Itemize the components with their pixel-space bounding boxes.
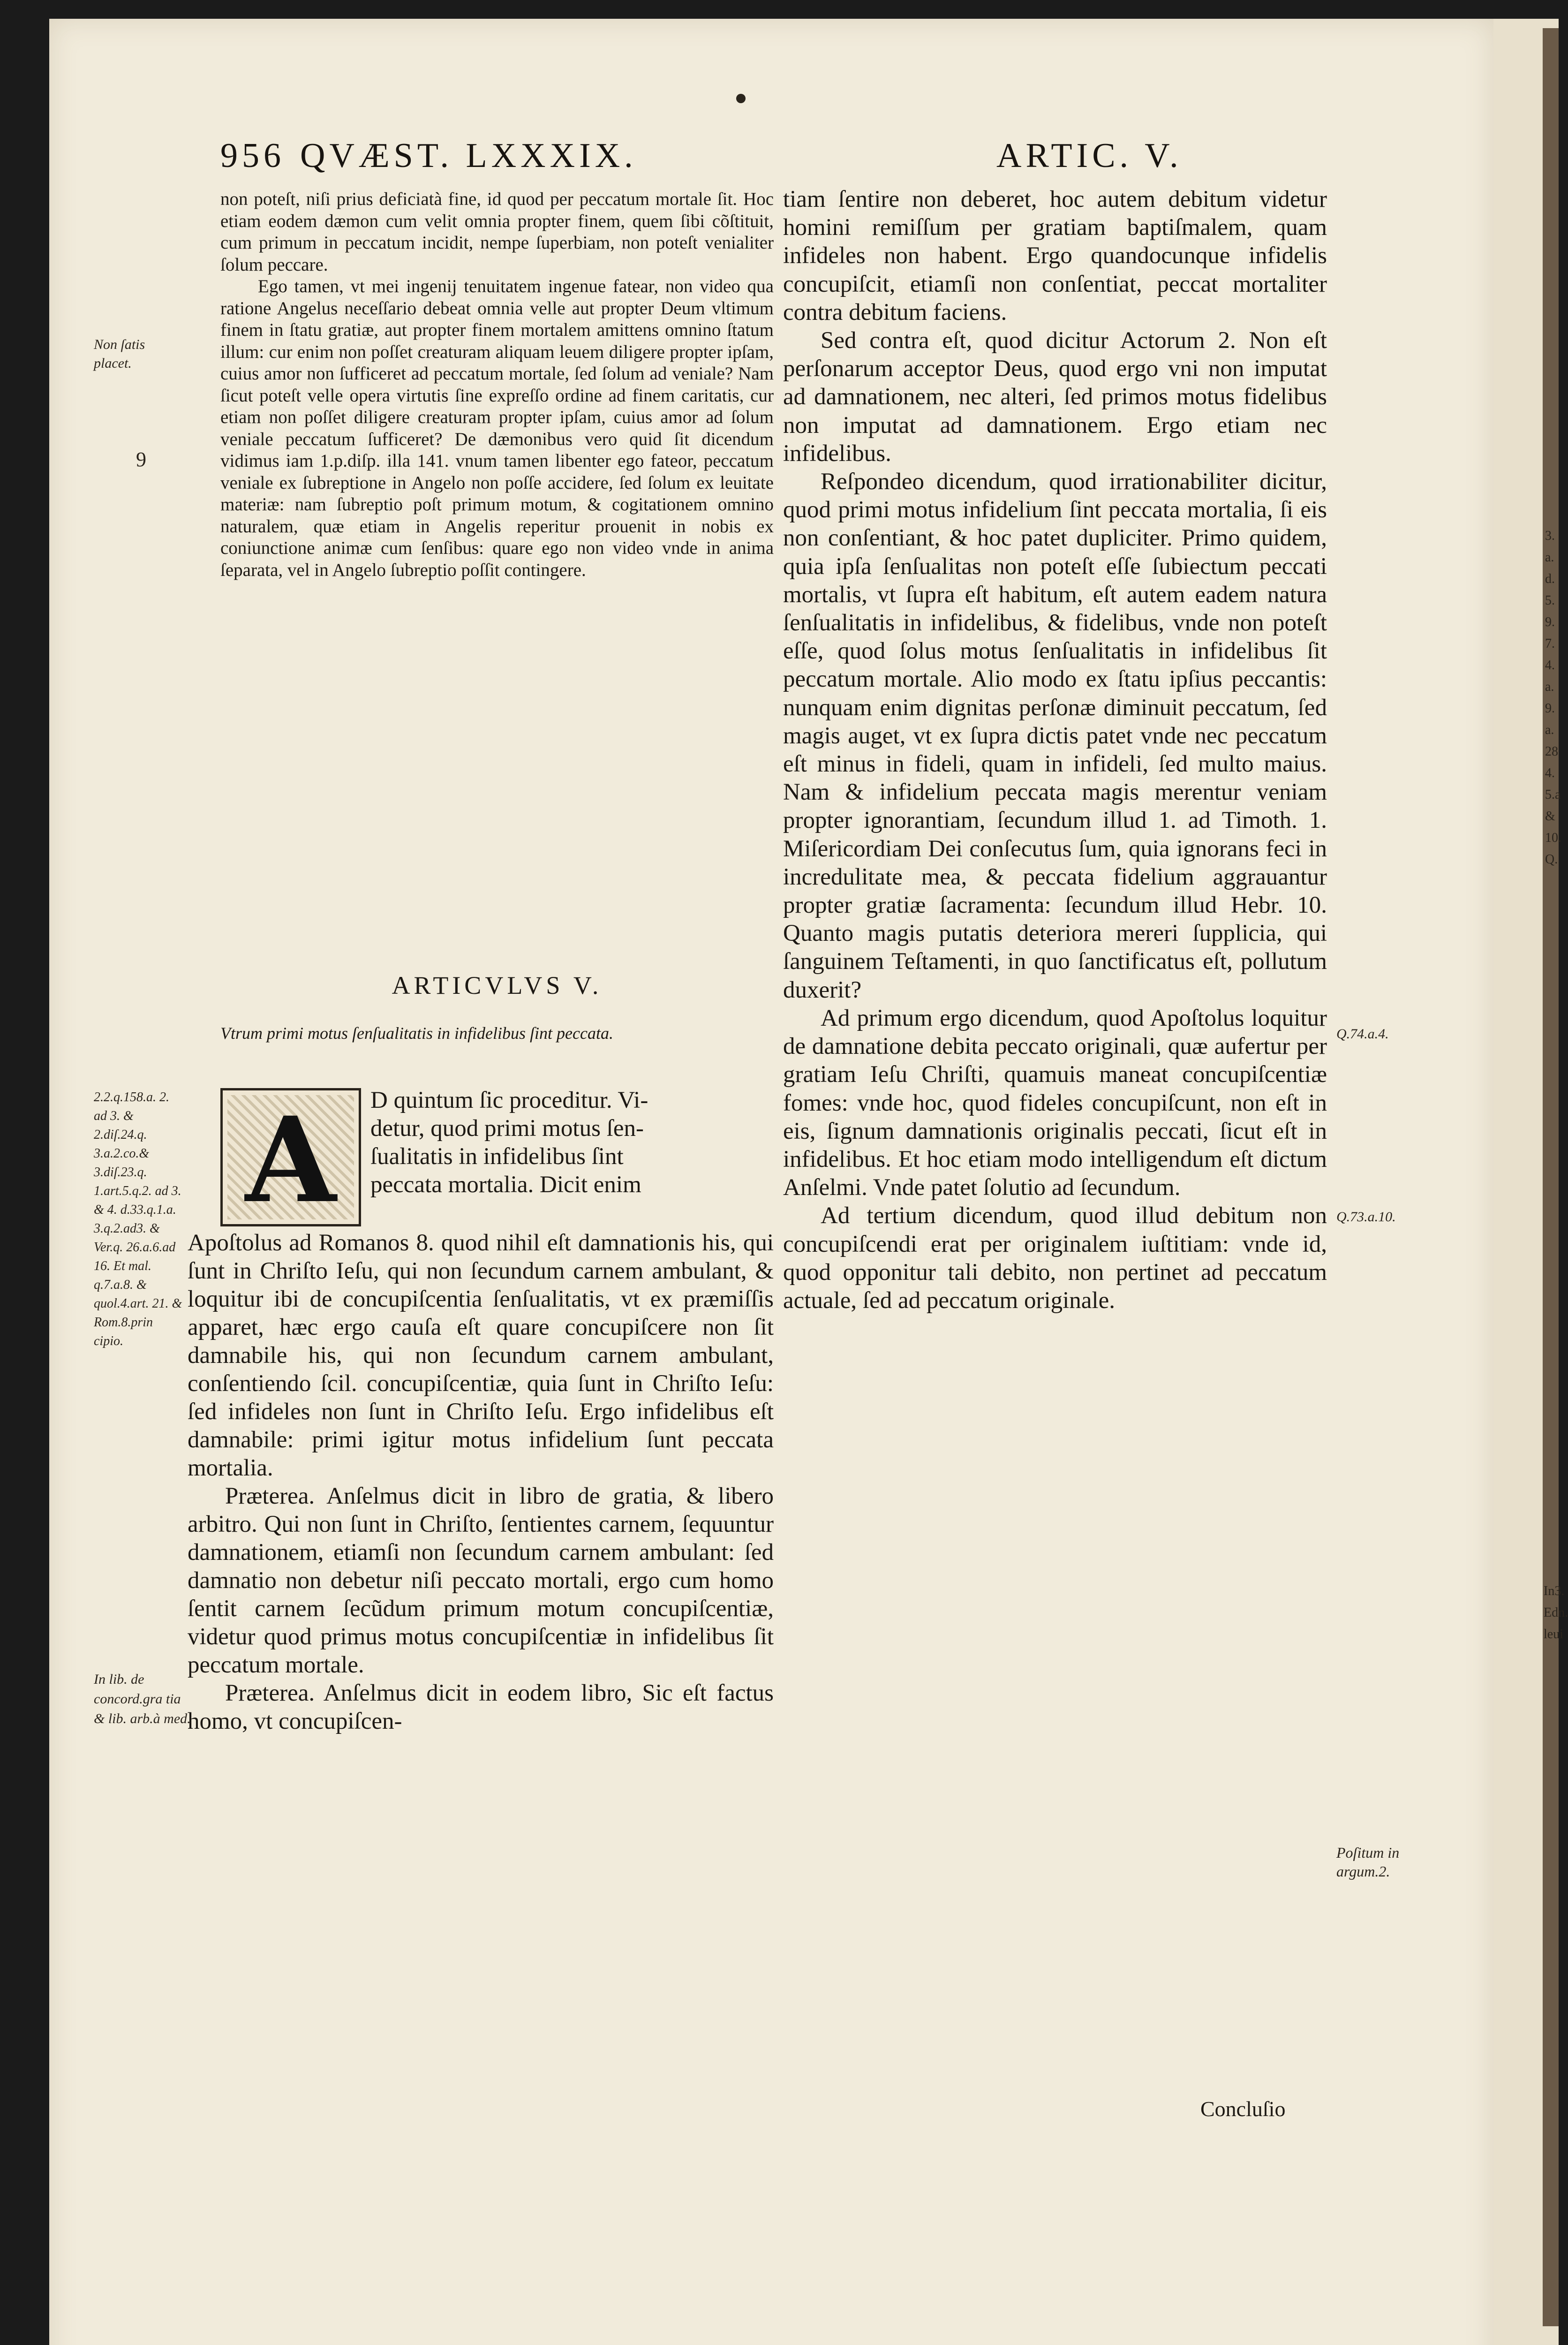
opening-lines: [370, 1086, 774, 1199]
book-binding-edge: [1543, 28, 1568, 2326]
paragraph: tiam ſentire non deberet, hoc autem debitum videtur homini remiſſum per gratiam baptiſmalem, quam infideles non habent. Ergo quandocunque infidelis concupiſcit, etiamſi non conſentiat, peccat mortaliter contra debitum faciens.: [783, 186, 1327, 325]
margin-note: Non ſatis placet.: [94, 337, 145, 371]
article-question: Vtrum primi motus ſenſualitatis in infidelibus ſint peccata.: [220, 1024, 613, 1043]
facing-page-margin: In3. Edn. leui: [1544, 1584, 1568, 1642]
margin-reference: Q.73.a.10.: [1336, 1209, 1396, 1225]
paragraph: Ad tertium dicendum, quod illud debitum non concupiſcendi erat per originalem iuſtitiam: vnde id, quod opponitur tali debito, non pertinet ad peccatum actuale, ſed ad peccatum originale.: [783, 1203, 1327, 1314]
margin-references: 2.2.q.158.a. 2. ad 3. & 2.diſ.24.q. 3.a.2.co.& 3.diſ.23.q. 1.art.5.q.2. ad 3. & 4. d.33.q.1.a. 3.q.2.ad3. & Ver.q. 26.a.6.ad 16. Et mal. q.7.a.8. & quol.4.art. 21. & Rom.8.prin cipio.: [94, 1090, 182, 1348]
facing-page-margin: 3. a. d. 5. 9. 7. 4. a. 9. a. 28 4. 5.a & 10. Q.: [1545, 529, 1561, 867]
paragraph: Præterea. Anſelmus dicit in libro de gratia, & libero arbitro. Qui non ſunt in Chriſto, ſentientes carnem, ſequuntur damnationem, etiamſi non ſecundum carnem ambulant: ſed damnatio non debetur niſi peccato mortali, ergo cum homo ſentit carnem ſecũdum primum motum concupiſcentiæ, videtur quod primus motus concupiſcentiæ in infidelibus ſit peccatum mortale.: [188, 1483, 774, 1678]
paragraph: non poteſt, niſi prius deficiatà fine, id quod per peccatum mortale ſit. Hoc etiam eodem dæmon cum velit omnia propter finem, quem ſibi cõſtituit, cum primum in peccatum incidit, nempe ſuperbiam, non poteſt venialiter ſolum peccare.: [220, 189, 774, 275]
left-column-top: [220, 189, 774, 581]
margin-note: In lib. de concord.gra tia & lib. arb.à med.: [94, 1672, 191, 1726]
margin-reference: Q.74.a.4.: [1336, 1026, 1389, 1042]
running-head-articulus: ARTIC. V.: [996, 136, 1183, 175]
right-column: [783, 185, 1327, 1315]
paragraph: Apoſtolus ad Romanos 8. quod nihil eſt damnationis his, qui ſunt in Chriſto Ieſu, qui non ſecundum carnem ambulant, & loquitur ibi de concupiſcentia ſenſualitatis, vt ex præmiſſis apparet, hæc ergo cauſa eſt quare concupiſcere non ſit damnabile his, qui non ſecundum carnem ambulant, conſentiendo ſcil. concupiſcentiæ, quia ſunt in Chriſto Ieſu: ſed infideles non ſunt in Chriſto Ieſu. Ergo infidelibus eſt damnabile: primi igitur motus infidelium ſunt peccata mortalia.: [188, 1230, 774, 1481]
text-line: D quintum ſic proceditur. Vi-: [370, 1087, 648, 1113]
paragraph: Præterea. Anſelmus dicit in eodem libro, Sic eſt factus homo, vt concupiſcen-: [188, 1680, 774, 1734]
article-title: ARTICVLVS V.: [392, 971, 603, 999]
text-line: detur, quod primi motus ſen-: [370, 1115, 644, 1142]
text-line: peccata mortalia. Dicit enim: [370, 1172, 641, 1198]
margin-number: 9: [136, 448, 146, 471]
decorated-initial: [220, 1088, 361, 1229]
text-line: ſualitatis in infidelibus ſint: [370, 1143, 624, 1170]
margin-note: Poſitum in argum.2.: [1336, 1844, 1400, 1880]
left-column-body: [188, 1229, 774, 1735]
ink-dot: [736, 94, 746, 103]
running-head-quaestio: QVÆST. LXXXIX.: [300, 136, 637, 175]
paragraph: Sed contra eſt, quod dicitur Actorum 2. Non eſt perſonarum acceptor Deus, quod ergo vni non imputat ad damnationem, nec alteri, ſed primos motus fidelibus non imputat ad damnationem. Ergo etiam nec infidelibus.: [783, 327, 1327, 467]
page-number: 956: [220, 136, 285, 175]
paragraph: Ad primum ergo dicendum, quod Apoſtolus loquitur de damnatione debita peccato originali, quæ aufertur per gratiam Ieſu Chriſti, quamuis maneat concupiſcentiæ fomes: vnde hoc, quod fideles concupiſcunt, non eſt in eis, ſignum damnationis originalis peccati, ſicut eſt in infidelibus. Et hoc etiam modo intelligendum eſt dictum Anſelmi. Vnde patet ſolutio ad ſecundum.: [783, 1005, 1327, 1201]
initial-letter: A: [245, 1091, 336, 1229]
paragraph: Ego tamen, vt mei ingenij tenuitatem ingenue fatear, non video qua ratione Angelus neceſſario debeat omnia velle aut propter Deum vltimum finem in ſtatu gratiæ, aut propter finem mortalem amittens omnino ſtatum illum: cur enim non poſſet creaturam aliquam leuem diligere propter ipſam, cuius amor non ſufficeret ad peccatum mortale, ſed ſolum ad veniale? Nam ſicut poteſt velle opera virtutis ſine expreſſo ordine ad finem caritatis, cur etiam non poſſet diligere creaturam propter ipſam, cuius amor ad ſolum veniale peccatum ſufficeret? De dæmonibus vero quid ſit dicendum vidimus iam 1.p.diſp. illa 141. vnum tamen libenter ego fateor, peccatum veniale ex ſubreptione in Angelo non poſſe accidere, ſed ſolum ex leuitate materiæ: nam ſubreptio poſt primum motum, & cogitationem omnino naturalem, quæ etiam in Angelis reperitur prouenit in nobis ex coniunctione animæ cum ſenſibus: quare ego non video vnde in anima ſeparata, vel in Angelo ſubreptio poſſit contingere.: [220, 276, 774, 580]
paragraph: Reſpondeo dicendum, quod irrationabiliter dicitur, quod primi motus infidelium ſint peccata mortalia, ſi eis non conſentiant, & hoc patet dupliciter. Primo quidem, quia ipſa ſenſualitas non poteſt eſſe ſubiectum peccati mortalis, vt ſupra eſt habitum, eſt autem eadem natura ſenſualitatis in infidelibus, & fidelibus, vnde non poteſt eſſe, quod ſolus motus ſenſualitatis in infidelibus ſit peccatum mortale. Alio modo ex ſtatu ipſius peccantis: nunquam enim dignitas perſonæ diminuit peccatum, ſed magis auget, vt ex ſupra dictis patet vnde nec peccatum eſt minus in fideli, quam in infideli, ſed multo maius. Nam & infidelium peccata magis merentur veniam propter ignorantiam, ſecundum illud 1. ad Timoth. 1. Miſericordiam Dei conſecutus ſum, quia ignorans feci in incredulitate mea, & peccata fidelium aggrauantur propter gratiæ ſacramenta: ſecundum illud Hebr. 10. Quanto magis putatis deteriora mereri ſupplicia, qui ſanguinem Teſtamenti, in quo ſanctificatus eſt, pollutum duxerit?: [783, 469, 1327, 1003]
catchword: Concluſio: [1200, 2097, 1286, 2121]
